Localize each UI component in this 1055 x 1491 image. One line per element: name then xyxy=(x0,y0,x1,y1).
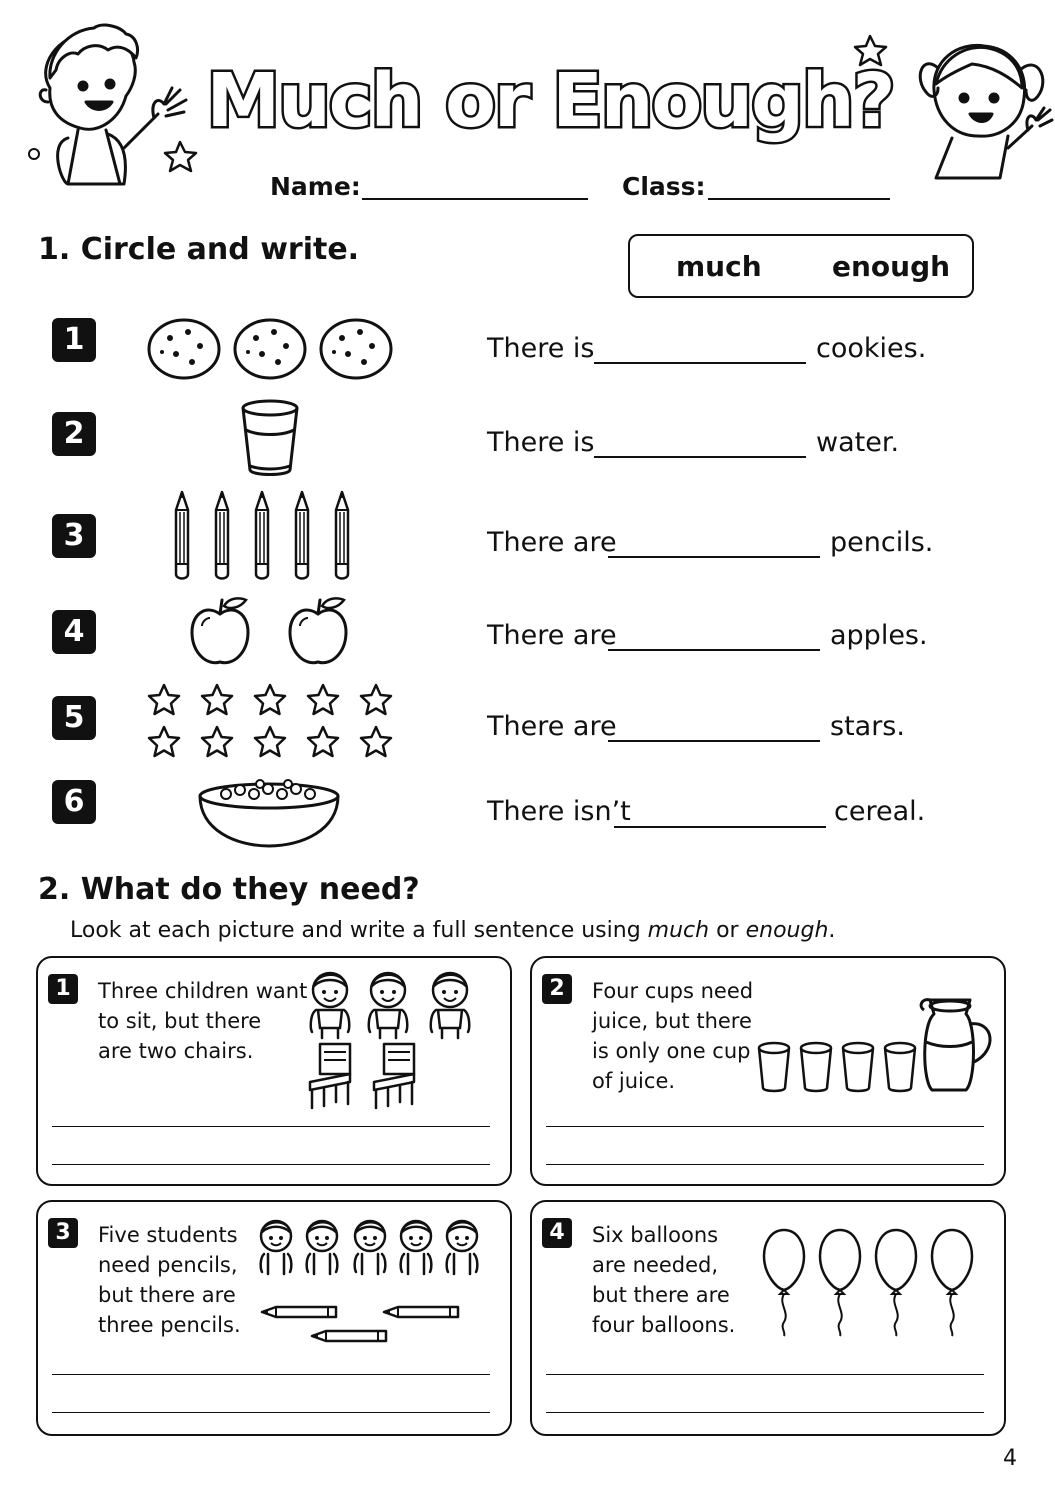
page-number: 4 xyxy=(1003,1446,1017,1471)
item-1-answer[interactable] xyxy=(594,362,806,364)
item-6-number: 6 xyxy=(52,780,96,824)
card-2 xyxy=(530,956,1006,1186)
item-4-before: There are xyxy=(487,620,617,651)
name-field[interactable] xyxy=(362,198,588,200)
section-1-title: 1. Circle and write. xyxy=(38,232,360,267)
item-5-number: 5 xyxy=(52,696,96,740)
card-2-answer-line-1[interactable] xyxy=(546,1126,984,1127)
girl-illustration xyxy=(862,18,1052,188)
item-3-number: 3 xyxy=(52,514,96,558)
item-6-answer[interactable] xyxy=(614,826,826,828)
glass-of-water-picture xyxy=(238,398,302,478)
word-bank-much: much xyxy=(676,250,762,283)
item-1-before: There is xyxy=(487,333,595,364)
apples-picture xyxy=(186,596,356,668)
card-1-answer-line-2[interactable] xyxy=(52,1164,490,1165)
students-pencils-picture xyxy=(256,1216,496,1348)
card-3-text: Five students need pencils, but there are three pencils. xyxy=(98,1223,241,1337)
card-3-number: 3 xyxy=(48,1218,78,1248)
item-6-before: There isn’t xyxy=(487,796,631,827)
card-4-answer-line-1[interactable] xyxy=(546,1374,984,1375)
item-2-number: 2 xyxy=(52,412,96,456)
word-bank xyxy=(628,234,974,298)
card-2-number: 2 xyxy=(542,974,572,1004)
item-3-before: There are xyxy=(487,527,617,558)
card-4-answer-line-2[interactable] xyxy=(546,1412,984,1413)
item-3-after: pencils. xyxy=(830,527,934,558)
card-4-number: 4 xyxy=(542,1218,572,1248)
children-chairs-picture xyxy=(304,970,484,1110)
item-4-number: 4 xyxy=(52,610,96,654)
item-3-answer[interactable] xyxy=(608,556,820,558)
item-4-after: apples. xyxy=(830,620,928,651)
card-3-answer-line-1[interactable] xyxy=(52,1374,490,1375)
card-3-answer-line-2[interactable] xyxy=(52,1412,490,1413)
card-2-answer-line-2[interactable] xyxy=(546,1164,984,1165)
pencils-picture xyxy=(174,490,370,584)
cups-jug-picture xyxy=(754,994,998,1094)
cookies-picture xyxy=(146,316,396,382)
card-4 xyxy=(530,1200,1006,1436)
class-label: Class: xyxy=(622,172,706,201)
card-2-text: Four cups need juice, but there is only one cup of juice. xyxy=(592,979,754,1093)
stars-picture xyxy=(146,682,396,762)
item-5-after: stars. xyxy=(830,711,905,742)
item-5-before: There are xyxy=(487,711,617,742)
item-1-after: cookies. xyxy=(816,333,927,364)
worksheet-title xyxy=(206,30,894,160)
item-2-after: water. xyxy=(816,427,900,458)
card-1 xyxy=(36,956,512,1186)
card-4-text: Six balloons are needed, but there are four balloons. xyxy=(592,1223,736,1337)
class-field[interactable] xyxy=(708,198,890,200)
card-1-number: 1 xyxy=(48,974,78,1004)
card-3 xyxy=(36,1200,512,1436)
item-1-number: 1 xyxy=(52,318,96,362)
item-5-answer[interactable] xyxy=(608,740,820,742)
item-4-answer[interactable] xyxy=(608,649,820,651)
title-text: Much or Enough? xyxy=(206,58,894,144)
boy-illustration xyxy=(28,18,198,188)
card-1-text: Three children want to sit, but there are two chairs. xyxy=(98,979,308,1063)
item-6-after: cereal. xyxy=(834,796,926,827)
section-2-instruction: Look at each picture and write a full sentence using much or enough. xyxy=(70,918,836,943)
name-label: Name: xyxy=(270,172,361,201)
section-2-title: 2. What do they need? xyxy=(38,872,420,907)
item-2-before: There is xyxy=(487,427,595,458)
item-2-answer[interactable] xyxy=(594,456,806,458)
word-bank-enough: enough xyxy=(832,250,951,283)
balloons-picture xyxy=(760,1228,980,1338)
card-1-answer-line-1[interactable] xyxy=(52,1126,490,1127)
cereal-bowl-picture xyxy=(196,776,342,848)
